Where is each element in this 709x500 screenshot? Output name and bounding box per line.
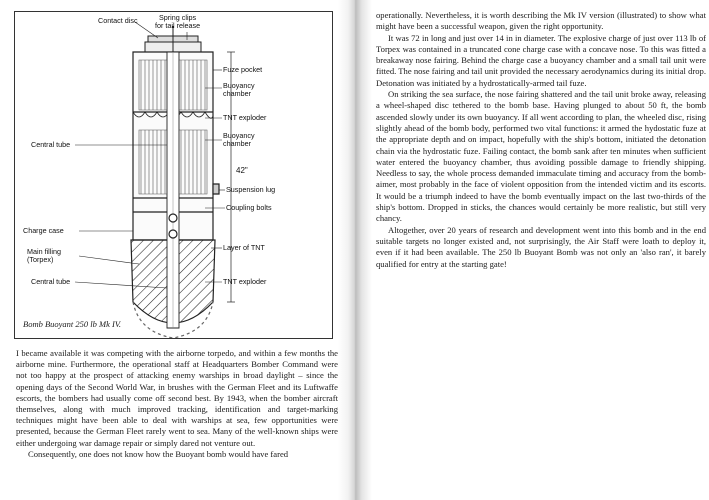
label-contact-disc: Contact disc: [98, 16, 138, 25]
right-paragraph: It was 72 in long and just over 14 in in diameter. The explosive charge of just over 113 lb of Torpex was contained in a truncated cone charge case with a concave nose. To this was fitted a breakaway nose fairing. Behind the charge case a buoyancy chamber and a small tail unit were fitted. The nose fairing and tail unit provided the necessary aerodynamics during its initial drop. Detonation was initiated by a hydrostatically-armed tail fuze.: [376, 32, 706, 88]
left-paragraph: I became available it was competing with the airborne torpedo, and within a few months the airborne mine. Furthermore, the operational staff at Headquarters Bomber Command were not too happy at the prospect of attacking enemy warships in broad daylight – since the opening days of the Second World War, in brushes with the German Fleet and its Luftwaffe escorts, the bombers had usually come off second best. By 1943, when the bomber aircraft themselves, along with much improved tracking, identification and target-marking techniques might have been able to deal with warships at sea, few opportunities were presented, because the German Fleet rarely went to sea. Many of the well-known ships were either undergoing war damage repair or simply dared not venture out.: [16, 348, 338, 448]
bomb-diagram: [15, 12, 332, 338]
label-central-tube-bottom: Central tube: [31, 277, 71, 286]
figure-caption: Bomb Buoyant 250 lb Mk IV.: [23, 319, 122, 329]
label-charge-case: Charge case: [23, 226, 64, 235]
right-page: [352, 0, 709, 500]
label-central-tube-top: Central tube: [31, 140, 71, 149]
left-paragraph: Consequently, one does not know how the Buoyant bomb would have fared: [28, 448, 289, 459]
left-page: [0, 0, 352, 500]
label-length: 42": [236, 166, 248, 175]
label-tnt-exploder-top: TNT exploder: [223, 113, 267, 122]
label-suspension-lug: Suspension lug: [226, 185, 276, 194]
right-paragraph: operationally. Nevertheless, it is worth describing the Mk IV version (illustrated) to show what might have been a successful weapon, given the right opportunity.: [376, 10, 706, 32]
right-body-text: [376, 10, 706, 270]
figure-frame: [14, 11, 333, 339]
right-paragraph: On striking the sea surface, the nose fairing shattered and the tail unit broke away, releasing a wheel-shaped disc tethered to the bomb base. Having plunged to about 50 ft, the bomb ascended slowly under its own buoyancy. If all went according to plan, the wheeled disc, rising slightly ahead of the bomb body, performed two vital functions: it armed the hydostatic fuze at the appropriate depth and on impact, hopefully with the ship's bottom, initiated the detonation chain via the hydrostatic fuze. Failing contact, the bomb sank after ten minutes when sufficient water entered the buoyancy chamber, thus avoiding possible damage to friendly shipping. Needless to say, the whole process demanded immaculate timing and accuracy from the bomb-aimer, most probably in the face of violent opposition from the intended victim and its escorts. It would be a triumph indeed to have the bomb eventually impact on the last two-thirds of the ship's bottom. Dropped in sticks, the chances would certainly be more realistic, but still very chancy.: [376, 89, 706, 224]
bomb-body: [131, 52, 219, 338]
right-paragraph: Altogether, over 20 years of research and development went into this bomb and in the end suitable targets no longer existed and, not surprisingly, the Air Staff were loath to deploy it, even if it had been available. The 250 lb Buoyant Bomb was not only an 'also ran', it barely qualified for entry at the starting gate!: [376, 224, 706, 269]
label-buoyancy-chamber-mid: Buoyancy chamber: [223, 131, 255, 148]
label-layer-of-tnt: Layer of TNT: [223, 243, 265, 252]
left-body-text: [16, 348, 338, 460]
label-buoyancy-chamber-top: Buoyancy chamber: [223, 81, 255, 98]
label-coupling-bolts: Coupling bolts: [226, 203, 272, 212]
label-fuze-pocket: Fuze pocket: [223, 65, 263, 74]
label-spring-clips: Spring clips for tail release: [155, 13, 201, 30]
label-main-filling: Main filling (Torpex): [27, 247, 61, 264]
label-tnt-exploder-bottom: TNT exploder: [223, 277, 267, 286]
